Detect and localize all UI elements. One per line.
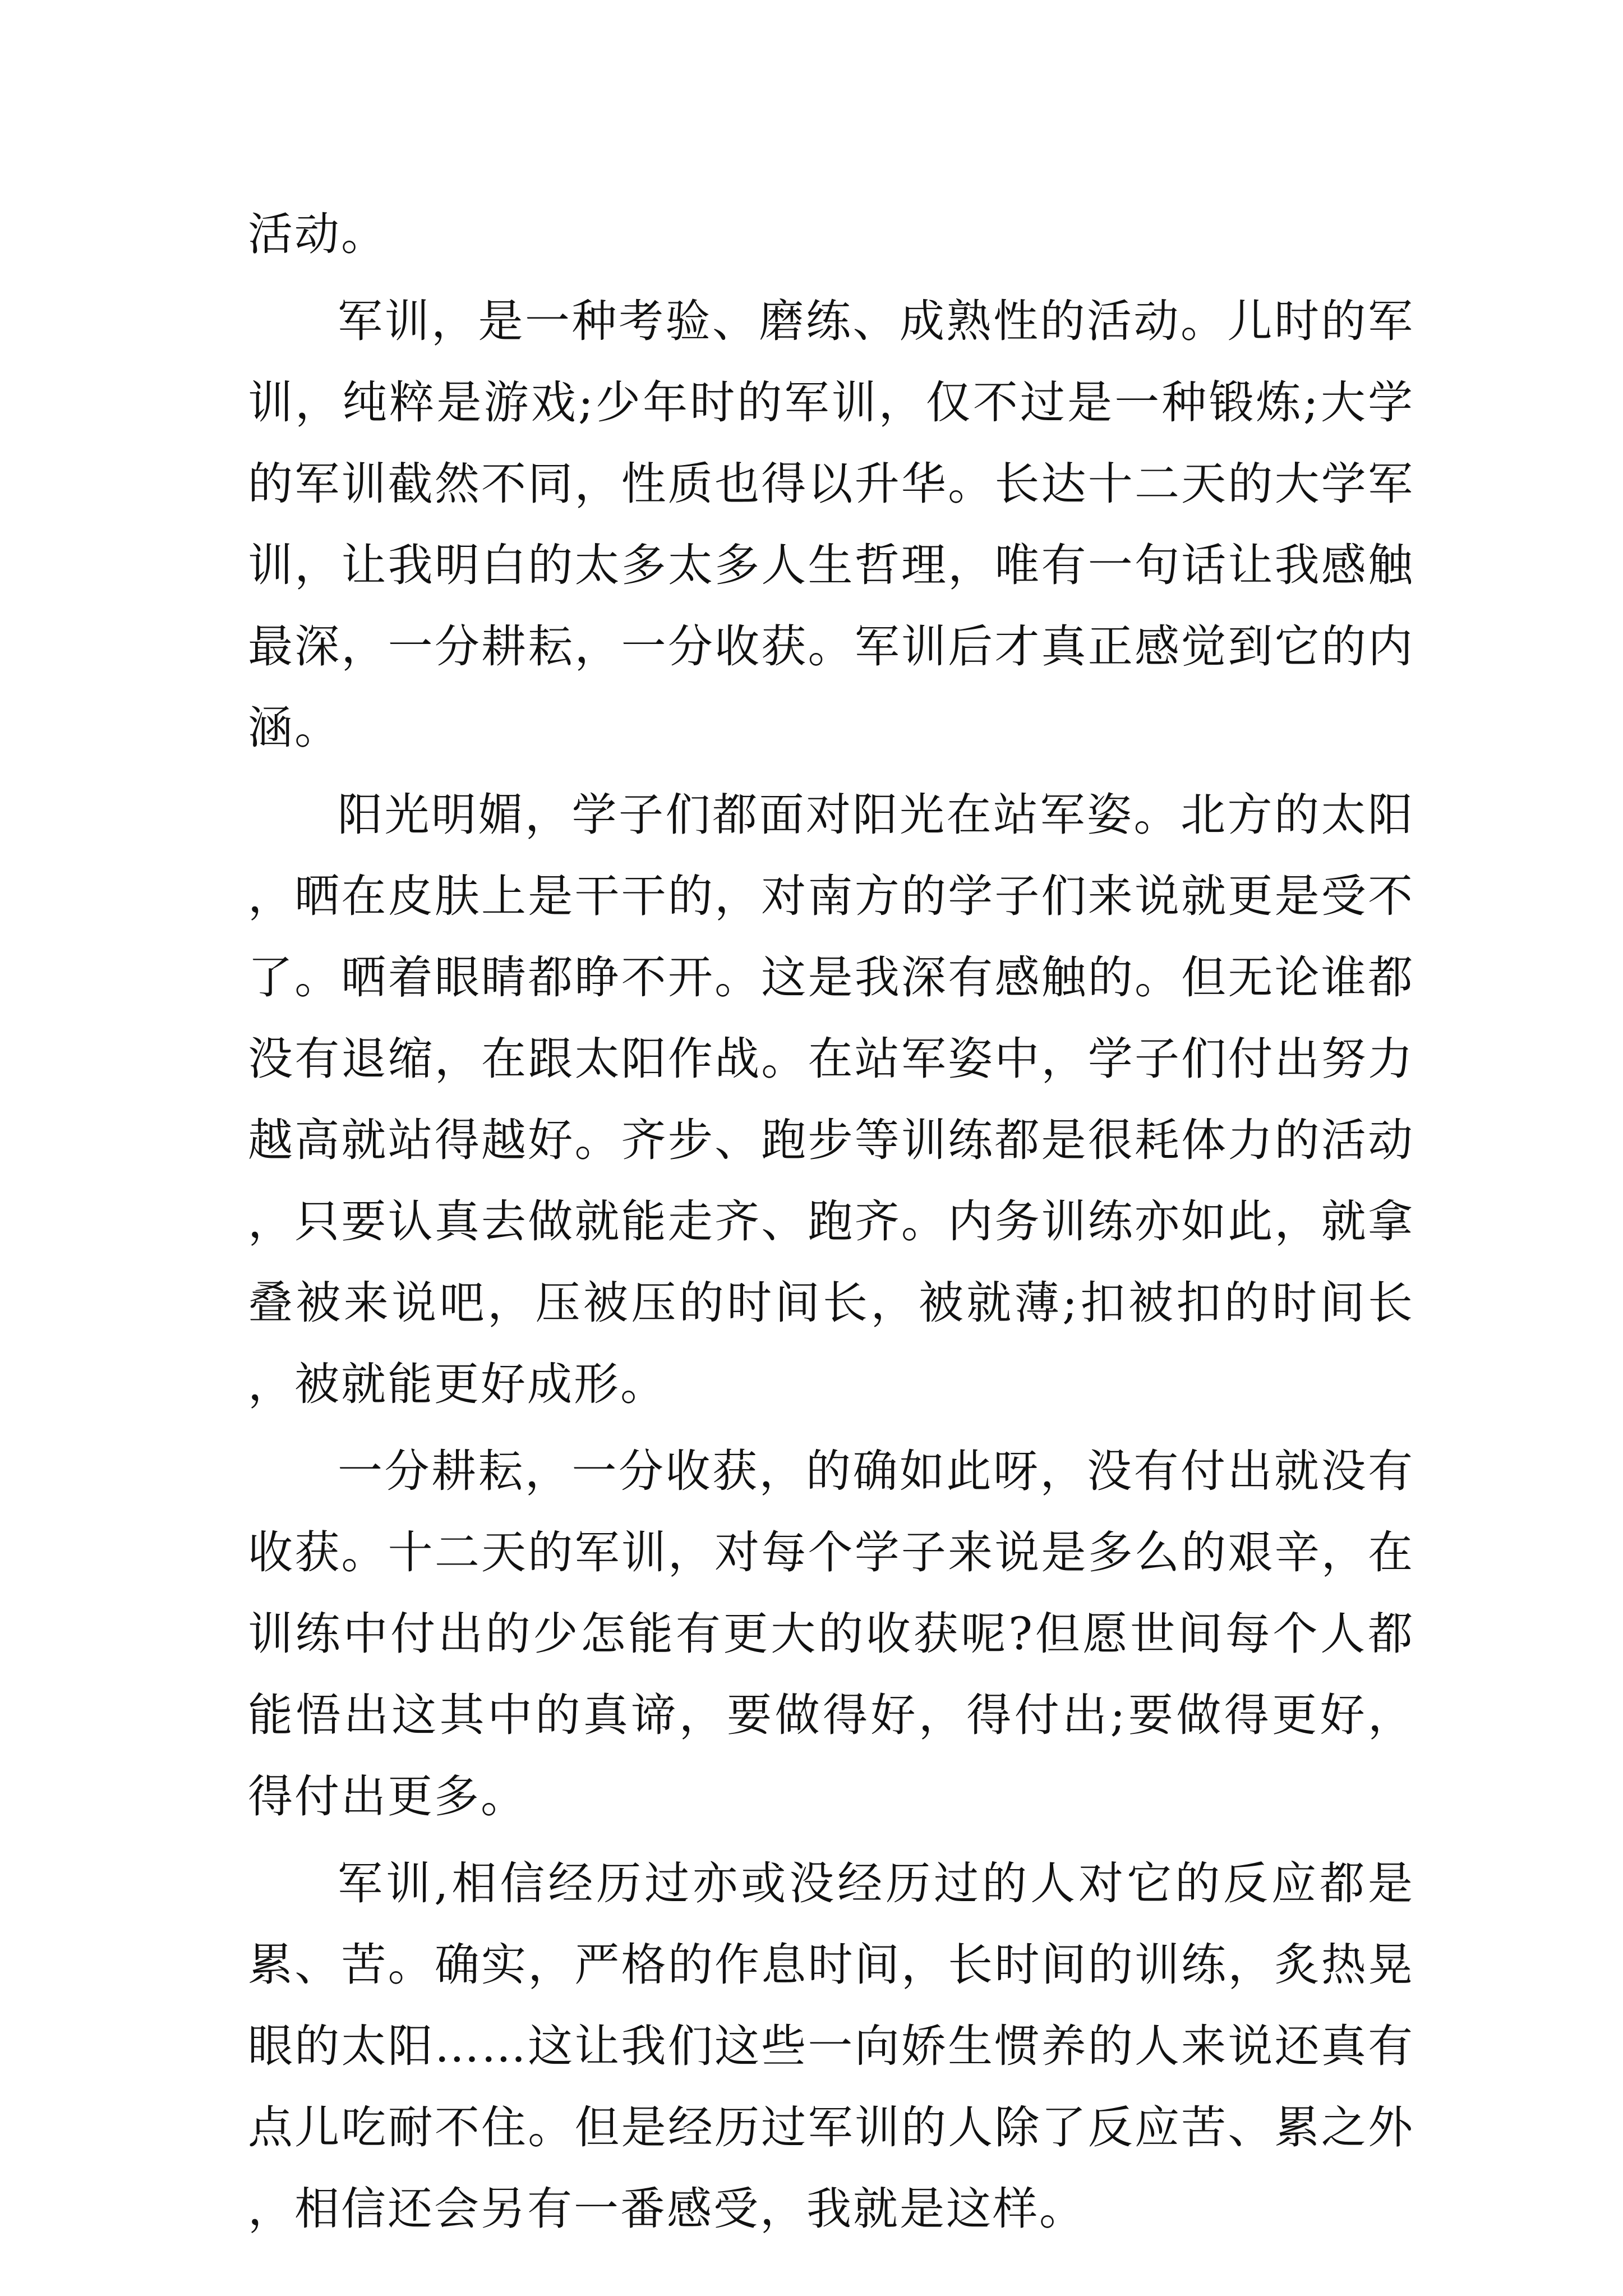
paragraph-sunshine-drill: 阳光明媚，学子们都面对阳光在站军姿。北方的太阳，晒在皮肤上是干干的，对南方的学子们来说就更是受不了。晒着眼睛都睁不开。这是我深有感触的。但无论谁都没有退缩，在跟太阳作战。在站军姿中，学子们付出努力越高就站得越好。齐步、跑步等训练都是很耗体力的活动，只要认真去做就能走齐、跑齐。内务训练亦如此，就拿叠被来说吧，压被压的时间长，被就薄;扣被扣的时间长，被就能更好成形。 xyxy=(248,789,1414,1410)
paragraph-continued: 活动。 xyxy=(248,208,388,260)
paragraph-effort-and-reward: 一分耕耘，一分收获，的确如此呀，没有付出就没有收获。十二天的军训，对每个学子来说是多么的艰辛，在训练中付出的少怎能有更大的收获呢?但愿世间每个人都能悟出这其中的真谛，要做得好，得付出;要做得更好，得付出更多。 xyxy=(248,1445,1414,1823)
document-body xyxy=(248,194,1414,2255)
paragraph-hardship-reflection: 军训,相信经历过亦或没经历过的人对它的反应都是累、苦。确实，严格的作息时间，长时间的训练，炙热晃眼的太阳……这让我们这些一向娇生惯养的人来说还真有点儿吃耐不住。但是经历过军训的人除了反应苦、累之外，相信还会另有一番感受，我就是这样。 xyxy=(248,1857,1414,2235)
paragraph-military-training-test: 军训，是一种考验、磨练、成熟性的活动。儿时的军训，纯粹是游戏;少年时的军训，仅不过是一种锻炼;大学的军训截然不同，性质也得以升华。长达十二天的大学军训，让我明白的太多太多人生哲理，唯有一句话让我感触最深，一分耕耘，一分收获。军训后才真正感觉到它的内涵。 xyxy=(248,295,1414,754)
